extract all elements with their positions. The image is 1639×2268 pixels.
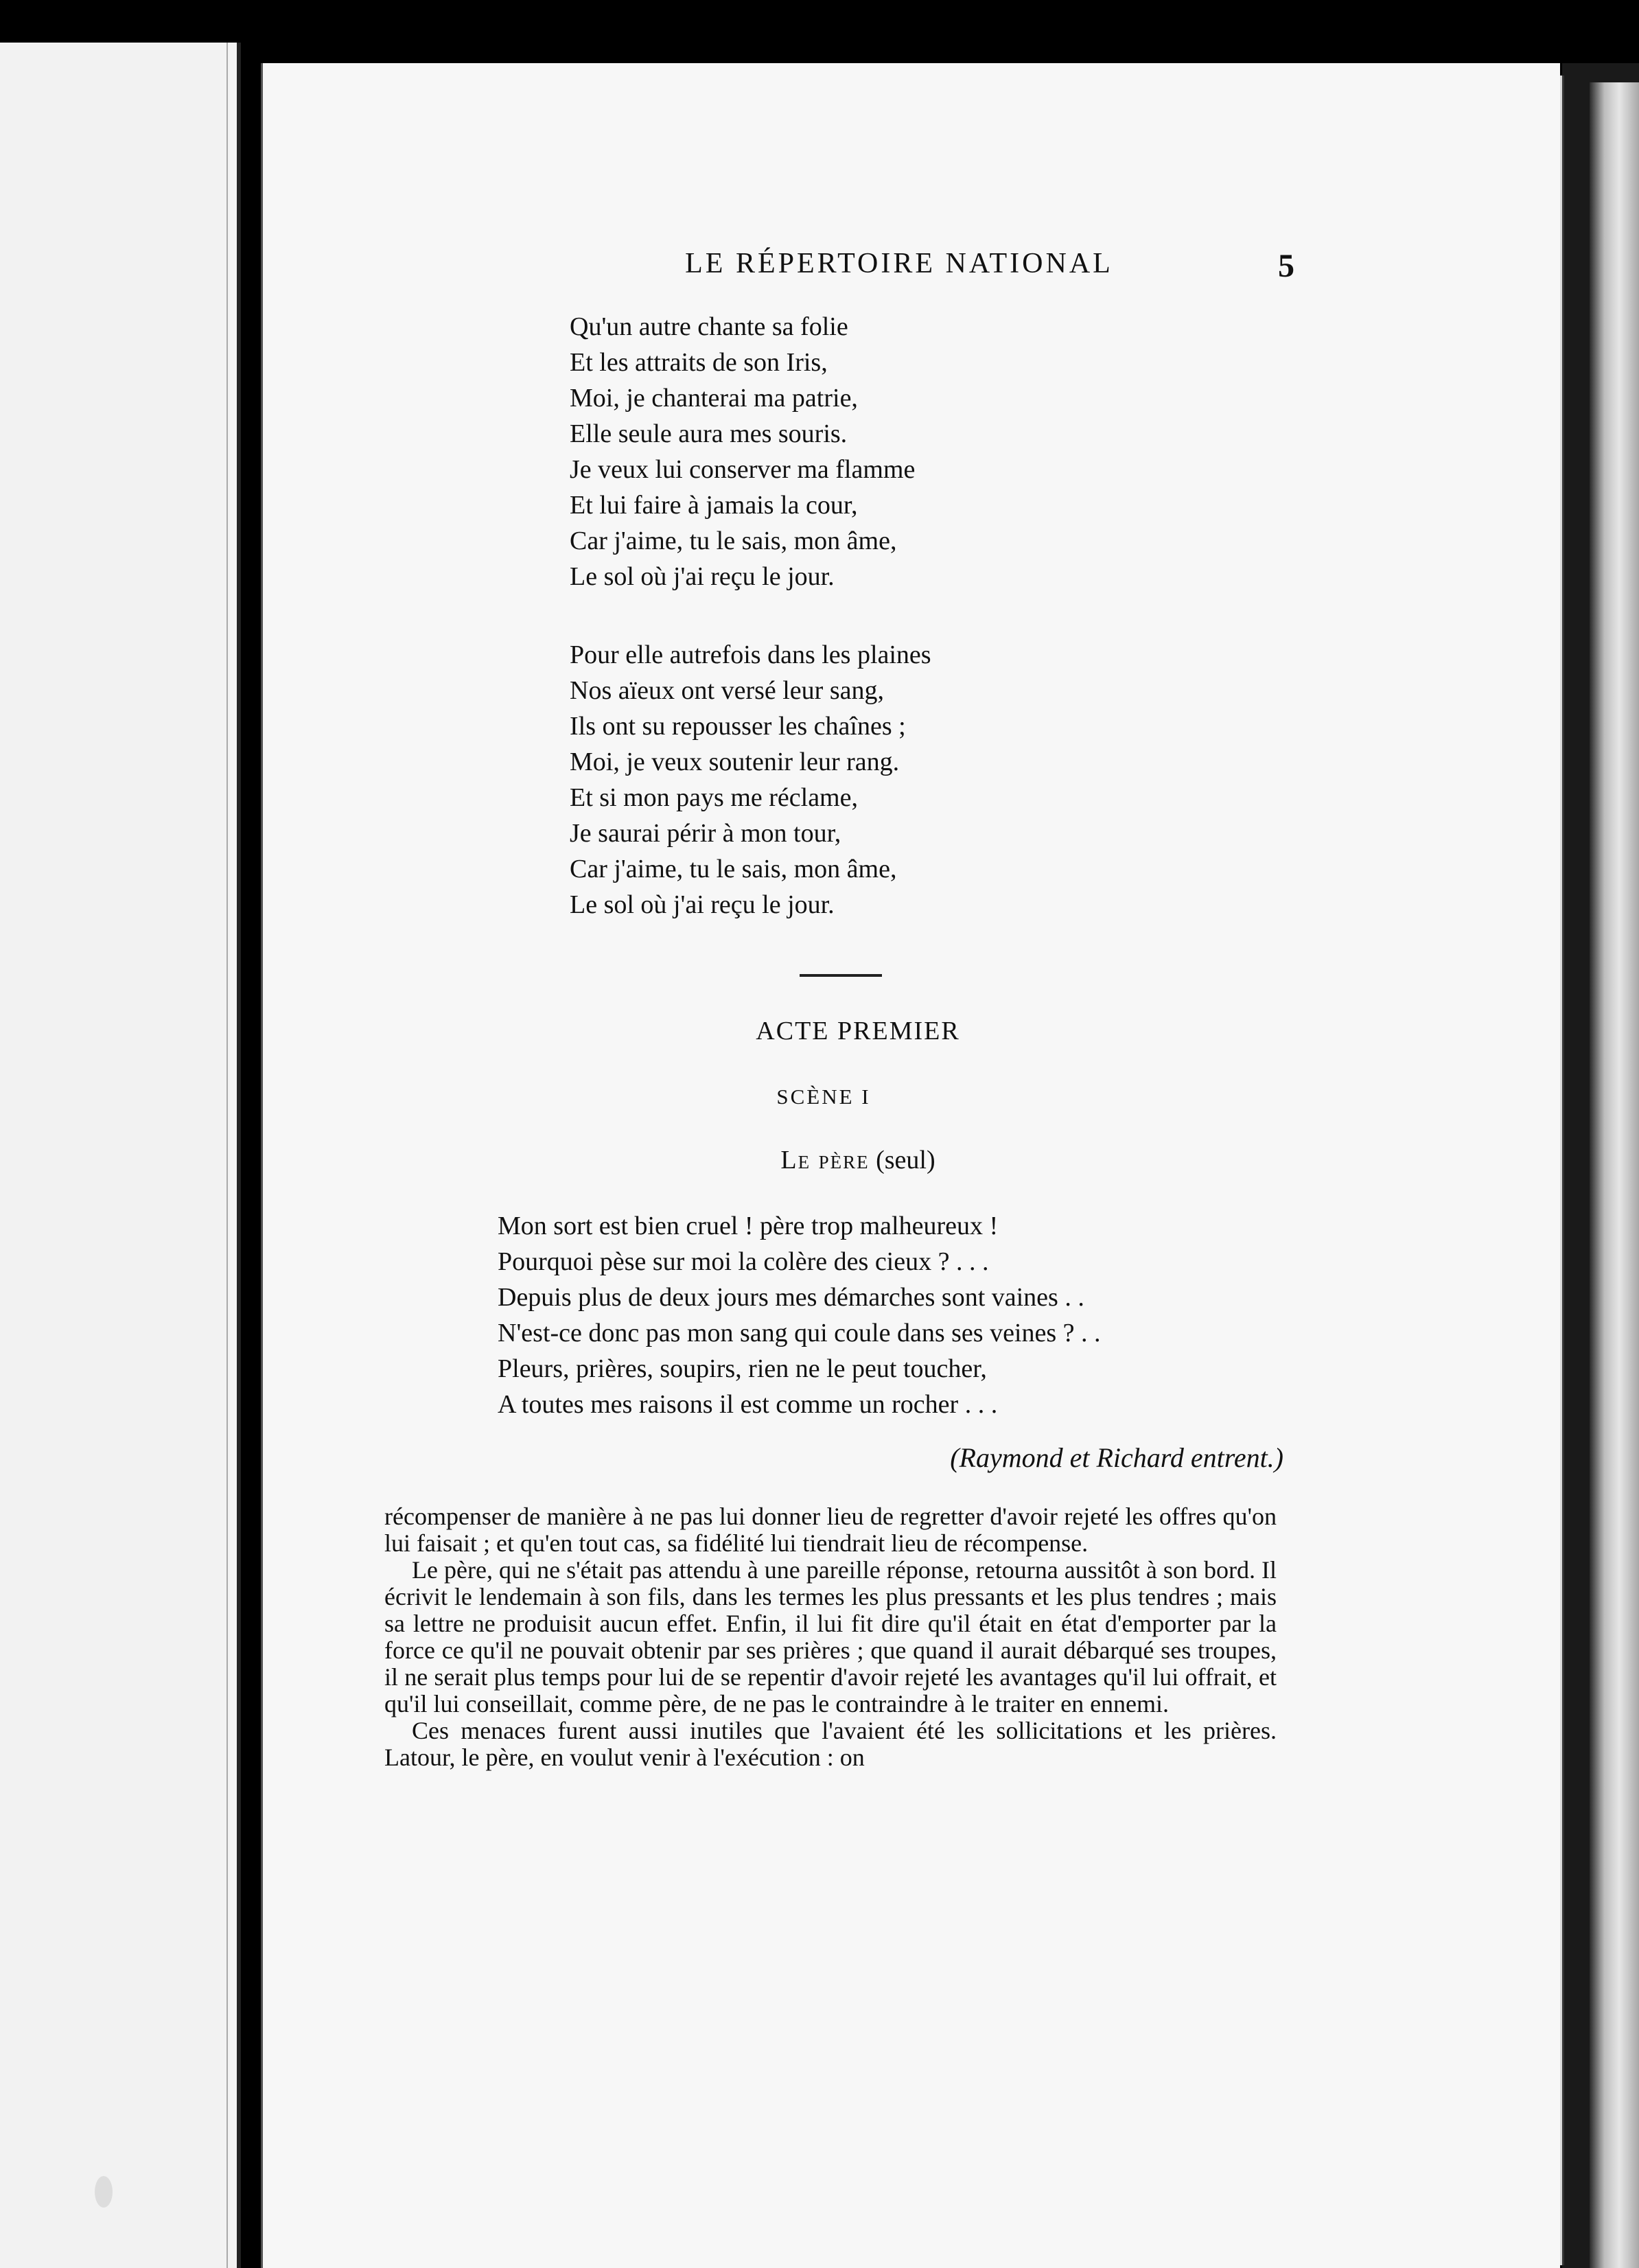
prose-paragraph: récompenser de manière à ne pas lui donner lieu de regretter d'avoir rejeté les offres qu'on lui faisait ; et qu'en tout cas, sa fidélité lui tiendrait lieu de récompense. <box>384 1503 1277 1557</box>
verse-line: Moi, je chanterai ma patrie, <box>570 384 858 413</box>
act-title: ACTE PREMIER <box>756 1017 960 1045</box>
verse-line: Car j'aime, tu le sais, mon âme, <box>570 526 897 555</box>
verse-line: Elle seule aura mes souris. <box>570 419 848 448</box>
verse-line: Et les attraits de son Iris, <box>570 348 828 377</box>
scan-top-border <box>0 0 1639 63</box>
verse-line: Pour elle autrefois dans les plaines <box>570 640 931 669</box>
running-title: LE RÉPERTOIRE NATIONAL <box>685 248 1113 279</box>
verse-line: Moi, je veux soutenir leur rang. <box>570 748 900 776</box>
verse-line: Le sol où j'ai reçu le jour. <box>570 562 835 591</box>
verse-line: Mon sort est bien cruel ! père trop malheureux ! <box>498 1212 999 1240</box>
dialogue-verse <box>498 1208 1101 1422</box>
verse-line: Qu'un autre chante sa folie <box>570 312 848 341</box>
verse-line: Pourquoi pèse sur moi la colère des cieux ? . . . <box>498 1247 989 1276</box>
verse-line: N'est-ce donc pas mon sang qui coule dans ses veines ? . . <box>498 1319 1101 1347</box>
prose-text <box>384 1503 1277 1771</box>
speaker-note: (seul) <box>876 1146 935 1174</box>
section-divider <box>800 974 882 977</box>
verse-line: Pleurs, prières, soupirs, rien ne le peut toucher, <box>498 1354 987 1383</box>
scene-title: SCÈNE I <box>776 1085 871 1109</box>
speaker-heading <box>618 1145 1098 1175</box>
page-number: 5 <box>1278 248 1294 284</box>
stage-direction: (Raymond et Richard entrent.) <box>950 1442 1283 1473</box>
scan-artifact <box>95 2176 113 2208</box>
verse-line: Et si mon pays me réclame, <box>570 783 858 812</box>
book-edge <box>1590 82 1639 2268</box>
poem-stanza-2 <box>570 637 931 923</box>
verse-line: Je saurai périr à mon tour, <box>570 819 841 848</box>
poem-stanza-1 <box>570 309 915 594</box>
verse-line: Car j'aime, tu le sais, mon âme, <box>570 855 897 883</box>
verse-line: Je veux lui conserver ma flamme <box>570 455 916 484</box>
verse-line: A toutes mes raisons il est comme un rocher . . . <box>498 1390 998 1419</box>
speaker-name: Le père <box>780 1146 870 1174</box>
verse-line: Ils ont su repousser les chaînes ; <box>570 712 906 741</box>
verse-line: Depuis plus de deux jours mes démarches sont vaines . . <box>498 1283 1084 1312</box>
verse-line: Nos aïeux ont versé leur sang, <box>570 676 884 705</box>
prose-paragraph: Le père, qui ne s'était pas attendu à une pareille réponse, retourna aussitôt à son bord. Il écrivit le lendemain à son fils, dans les termes les plus pressants et les plus tendres ; mais sa lettre ne produisit aucun effet. Enfin, il lui fit dire qu'il était en état d'emporter par la force ce qu'il ne pouvait obtenir par ses prières ; que quand il aurait débarqué ses troupes, il ne serait plus temps pour lui de se repentir d'avoir rejeté les avantages qu'il lui offrait, et qu'il lui conseillait, comme père, de ne pas le contraindre à le traiter en ennemi. <box>384 1556 1277 1717</box>
verse-line: Et lui faire à jamais la cour, <box>570 491 858 520</box>
verse-line: Le sol où j'ai reçu le jour. <box>570 890 835 919</box>
prose-paragraph: Ces menaces furent aussi inutiles que l'avaient été les sollicitations et les prières. Latour, le père, en voulut venir à l'exécution : on <box>384 1717 1277 1771</box>
facing-page-edge <box>0 43 241 2268</box>
